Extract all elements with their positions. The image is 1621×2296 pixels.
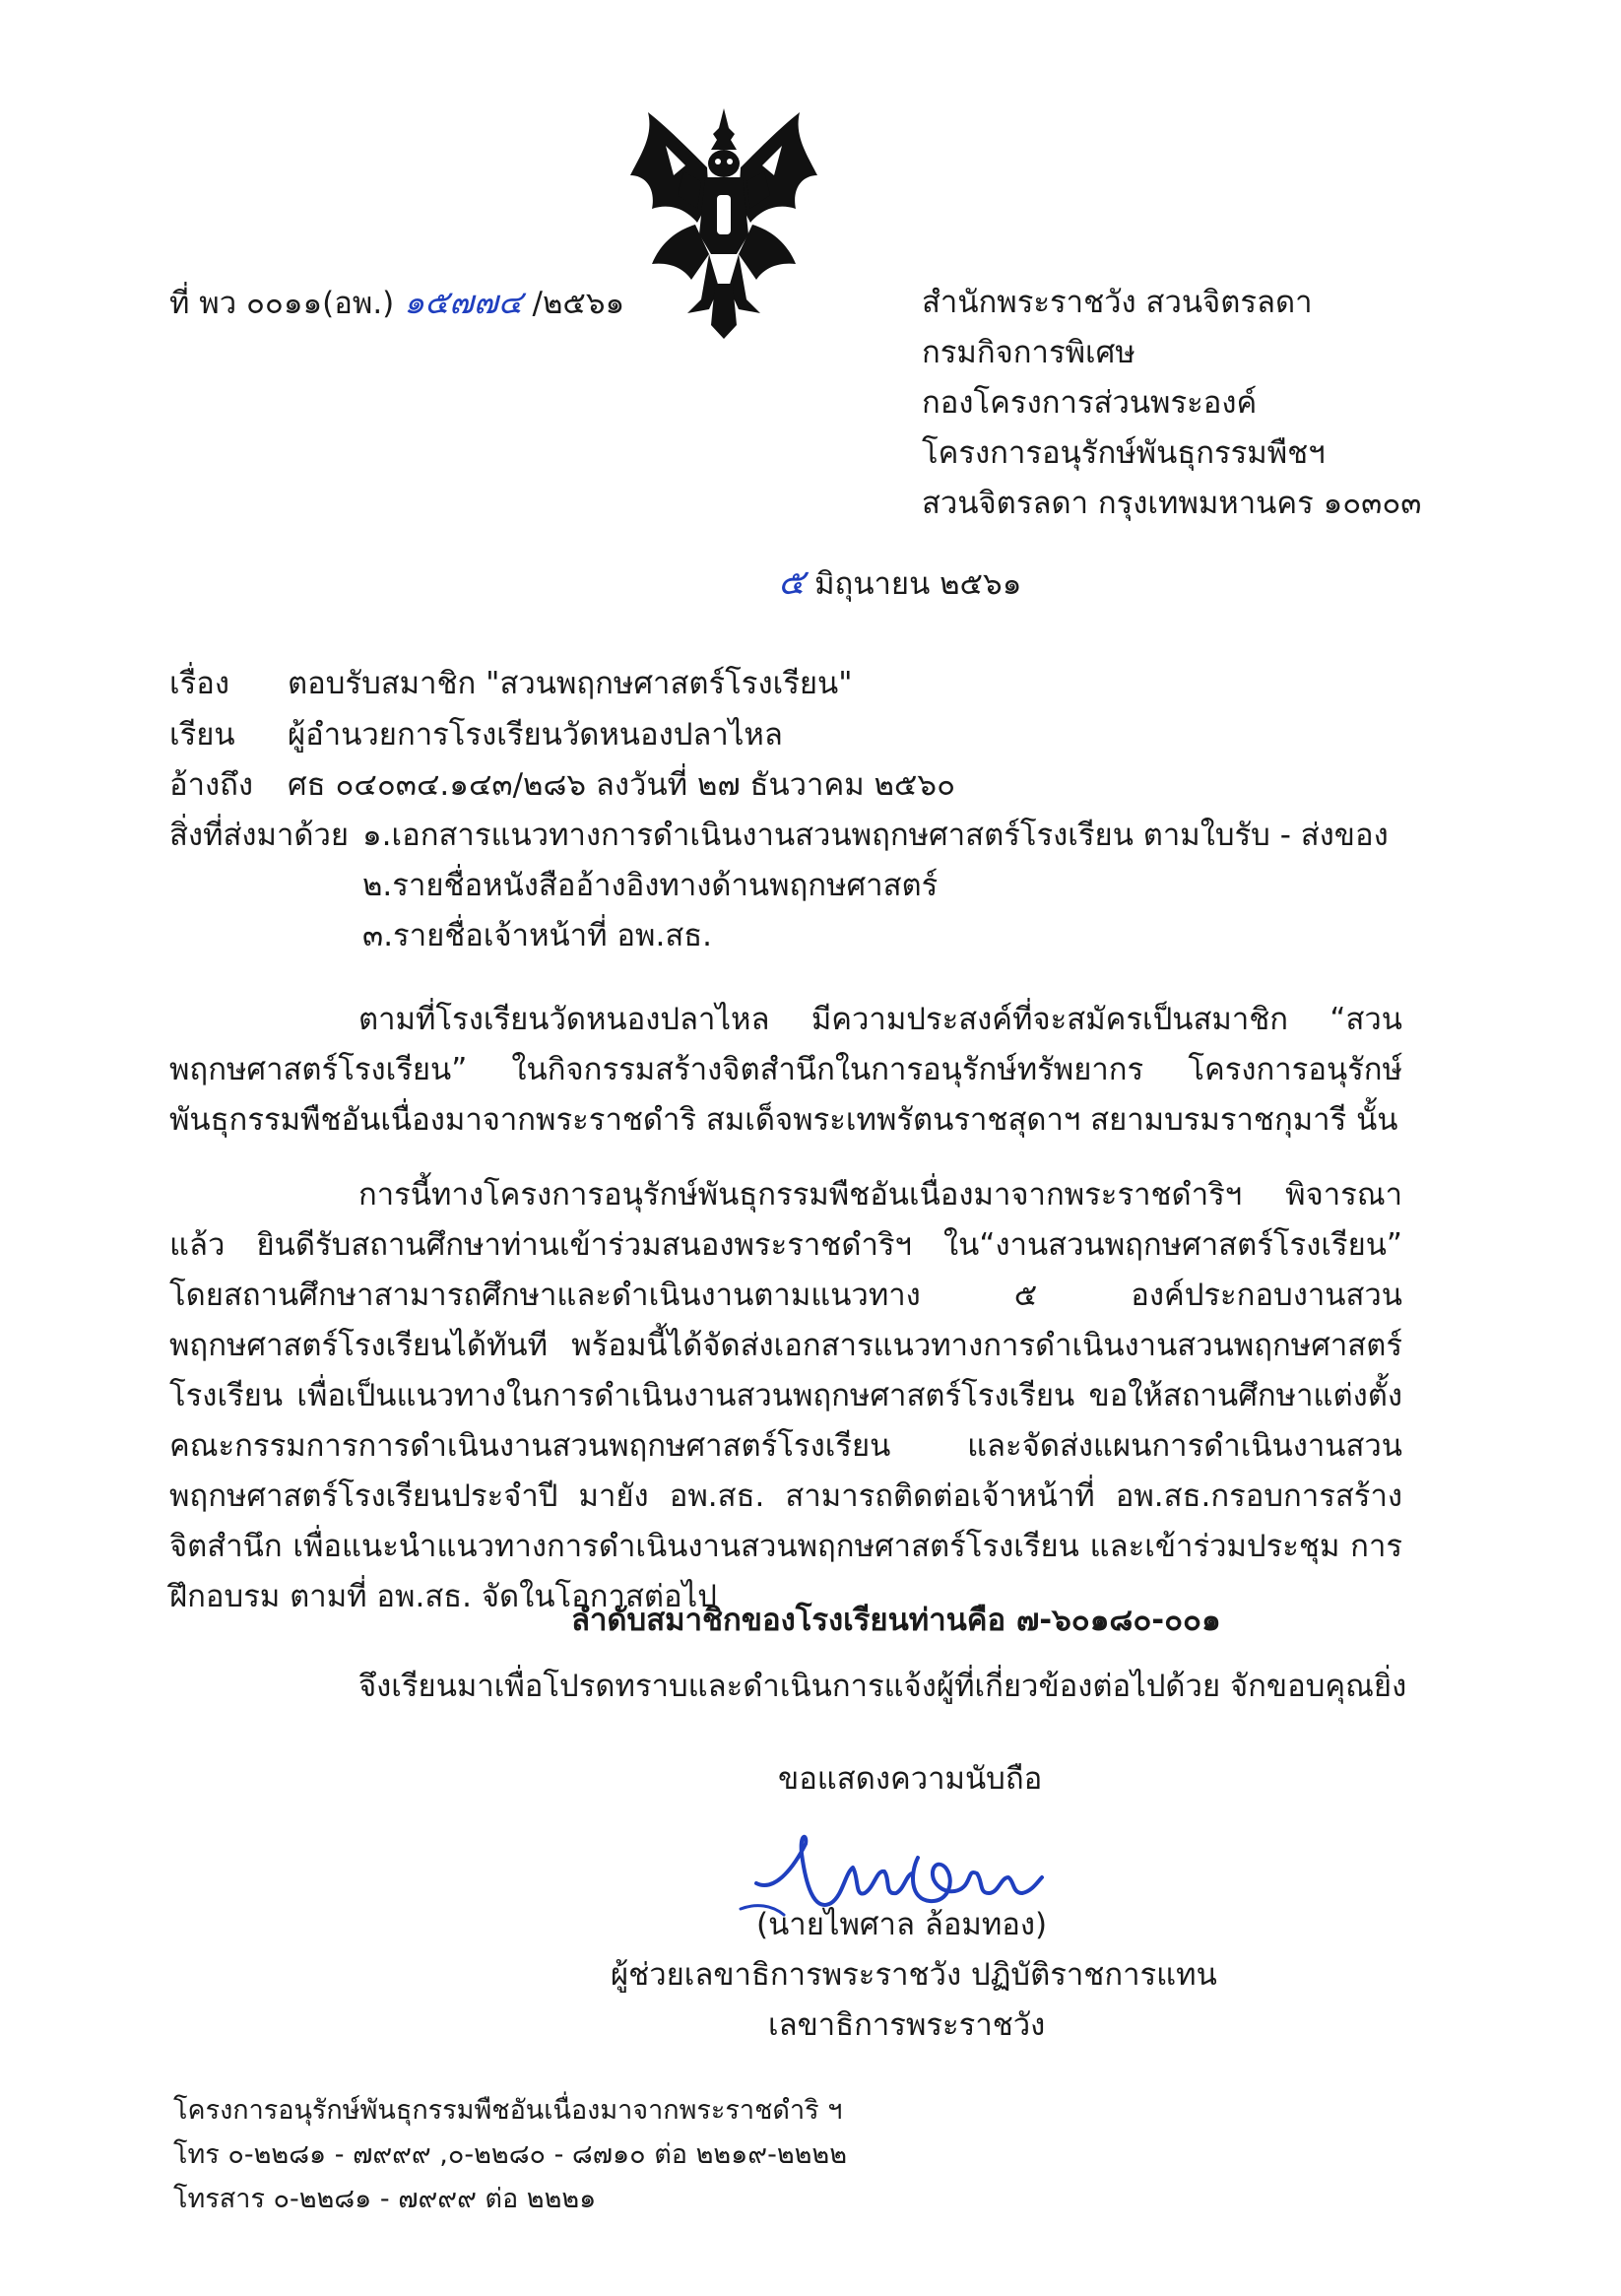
reference-handwritten-number: ๑๕๗๗๔ [404,283,523,321]
reference-number [169,281,624,325]
garuda-emblem-icon [626,106,821,343]
closing-request: จึงเรียนมาเพื่อโปรดทราบและดำเนินการแจ้งผู้ที่เกี่ยวข้องต่อไปด้วย จักขอบคุณยิ่ง [358,1669,1407,1704]
footer-org: โครงการอนุรักษ์พันธุกรรมพืชอันเนื่องมาจากพระราชดำริ ฯ [173,2095,843,2126]
reference-prefix: ที่ พว ๐๐๑๑(อพ.) [169,286,395,321]
office-line: สำนักพระราชวัง สวนจิตรลดา [922,285,1313,320]
ref-label: อ้างถึง [169,767,254,803]
date-month-year: มิถุนายน ๒๕๖๑ [814,566,1022,602]
footer-phone: โทร ๐-๒๒๘๑ - ๗๙๙๙ ,๐-๒๒๘๐ - ๘๗๑๐ ต่อ ๒๒๑๙-๒๒๒๒ [173,2139,848,2170]
ref-value: ศธ ๐๔๐๓๔.๑๔๓/๒๘๖ ลงวันที่ ๒๗ ธันวาคม ๒๕๖๐ [288,767,955,803]
footer-contact [173,2088,847,2221]
member-number-line: ลำดับสมาชิกของโรงเรียนท่านคือ ๗-๖๐๑๘๐-๐๐๑ [571,1603,1221,1638]
reference-suffix: /๒๕๖๑ [532,286,625,321]
body-paragraph-2: การนี้ทางโครงการอนุรักษ์พันธุกรรมพืชอันเนื่องมาจากพระราชดำริฯ พิจารณาแล้ว ยินดีรับสถานศึกษาท่านเข้าร่วมสนองพระราชดำริฯ ใน“งานสวนพฤกษศาสตร์โรงเรียน” โดยสถานศึกษาสามารถศึกษาและดำเนินงานตามแนวทาง ๕ องค์ประกอบงานสวนพฤกษศาสตร์โรงเรียนได้ทันที พร้อมนี้ได้จัดส่งเอกสารแนวทางการดำเนินงานสวนพฤกษศาสตร์โรงเรียน เพื่อเป็นแนวทางในการดำเนินงานสวนพฤกษศาสตร์โรงเรียน ขอให้สถานศึกษาแต่งตั้งคณะกรรมการการดำเนินงานสวนพฤกษศาสตร์โรงเรียน และจัดส่งแผนการดำเนินงานสวนพฤกษศาสตร์โรงเรียนประจำปี มายัง อพ.สธ. สามารถติดต่อเจ้าหน้าที่ อพ.สธ.กรอบการสร้างจิตสำนึก เพื่อแนะนำแนวทางการดำเนินงานสวนพฤกษศาสตร์โรงเรียน และเข้าร่วมประชุม การฝึกอบรม ตามที่ อพ.สธ. จัดในโอกาสต่อไป [169,1177,1402,1614]
enclosures-label: สิ่งที่ส่งมาด้วย [169,818,350,853]
closing-salutation: ขอแสดงความนับถือ [778,1761,1043,1797]
date-handwritten-day: ๕ [778,562,806,603]
signatory-name: (นายไพศาล ล้อมทอง) [756,1907,1048,1942]
signatory-position-2: เลขาธิการพระราชวัง [768,2007,1046,2043]
footer-fax: โทรสาร ๐-๒๒๘๑ - ๗๙๙๙ ต่อ ๒๒๒๑ [173,2184,597,2214]
office-line: สวนจิตรลดา กรุงเทพมหานคร ๑๐๓๐๓ [922,486,1422,521]
enclosure-item: ๓.รายชื่อเจ้าหน้าที่ อพ.สธ. [362,918,713,953]
subject-value: ตอบรับสมาชิก "สวนพฤกษศาสตร์โรงเรียน" [288,666,853,701]
letter-date [778,561,1021,606]
office-line: กองโครงการส่วนพระองค์ [922,385,1258,421]
signatory-position: ผู้ช่วยเลขาธิการพระราชวัง ปฏิบัติราชการแทน [611,1957,1217,1993]
to-label: เรียน [169,717,235,753]
office-line: โครงการอนุรักษ์พันธุกรรมพืชฯ [922,435,1326,471]
subject-label: เรื่อง [169,666,230,701]
office-line: กรมกิจการพิเศษ [922,335,1135,370]
enclosure-item: ๒.รายชื่อหนังสืออ้างอิงทางด้านพฤกษศาสตร์ [362,868,939,903]
enclosure-item: ๑.เอกสารแนวทางการดำเนินงานสวนพฤกษศาสตร์โรงเรียน ตามใบรับ - ส่งของ [362,818,1389,853]
to-value: ผู้อำนวยการโรงเรียนวัดหนองปลาไหล [288,717,783,753]
office-address [922,278,1422,529]
body-paragraph-1: ตามที่โรงเรียนวัดหนองปลาไหล มีความประสงค์ที่จะสมัครเป็นสมาชิก “สวนพฤกษศาสตร์โรงเรียน” ในกิจกรรมสร้างจิตสำนึกในการอนุรักษ์ทรัพยากร โครงการอนุรักษ์พันธุกรรมพืชอันเนื่องมาจากพระราชดำริ สมเด็จพระเทพรัตนราชสุดาฯ สยามบรมราชกุมารี นั้น [169,1002,1402,1138]
